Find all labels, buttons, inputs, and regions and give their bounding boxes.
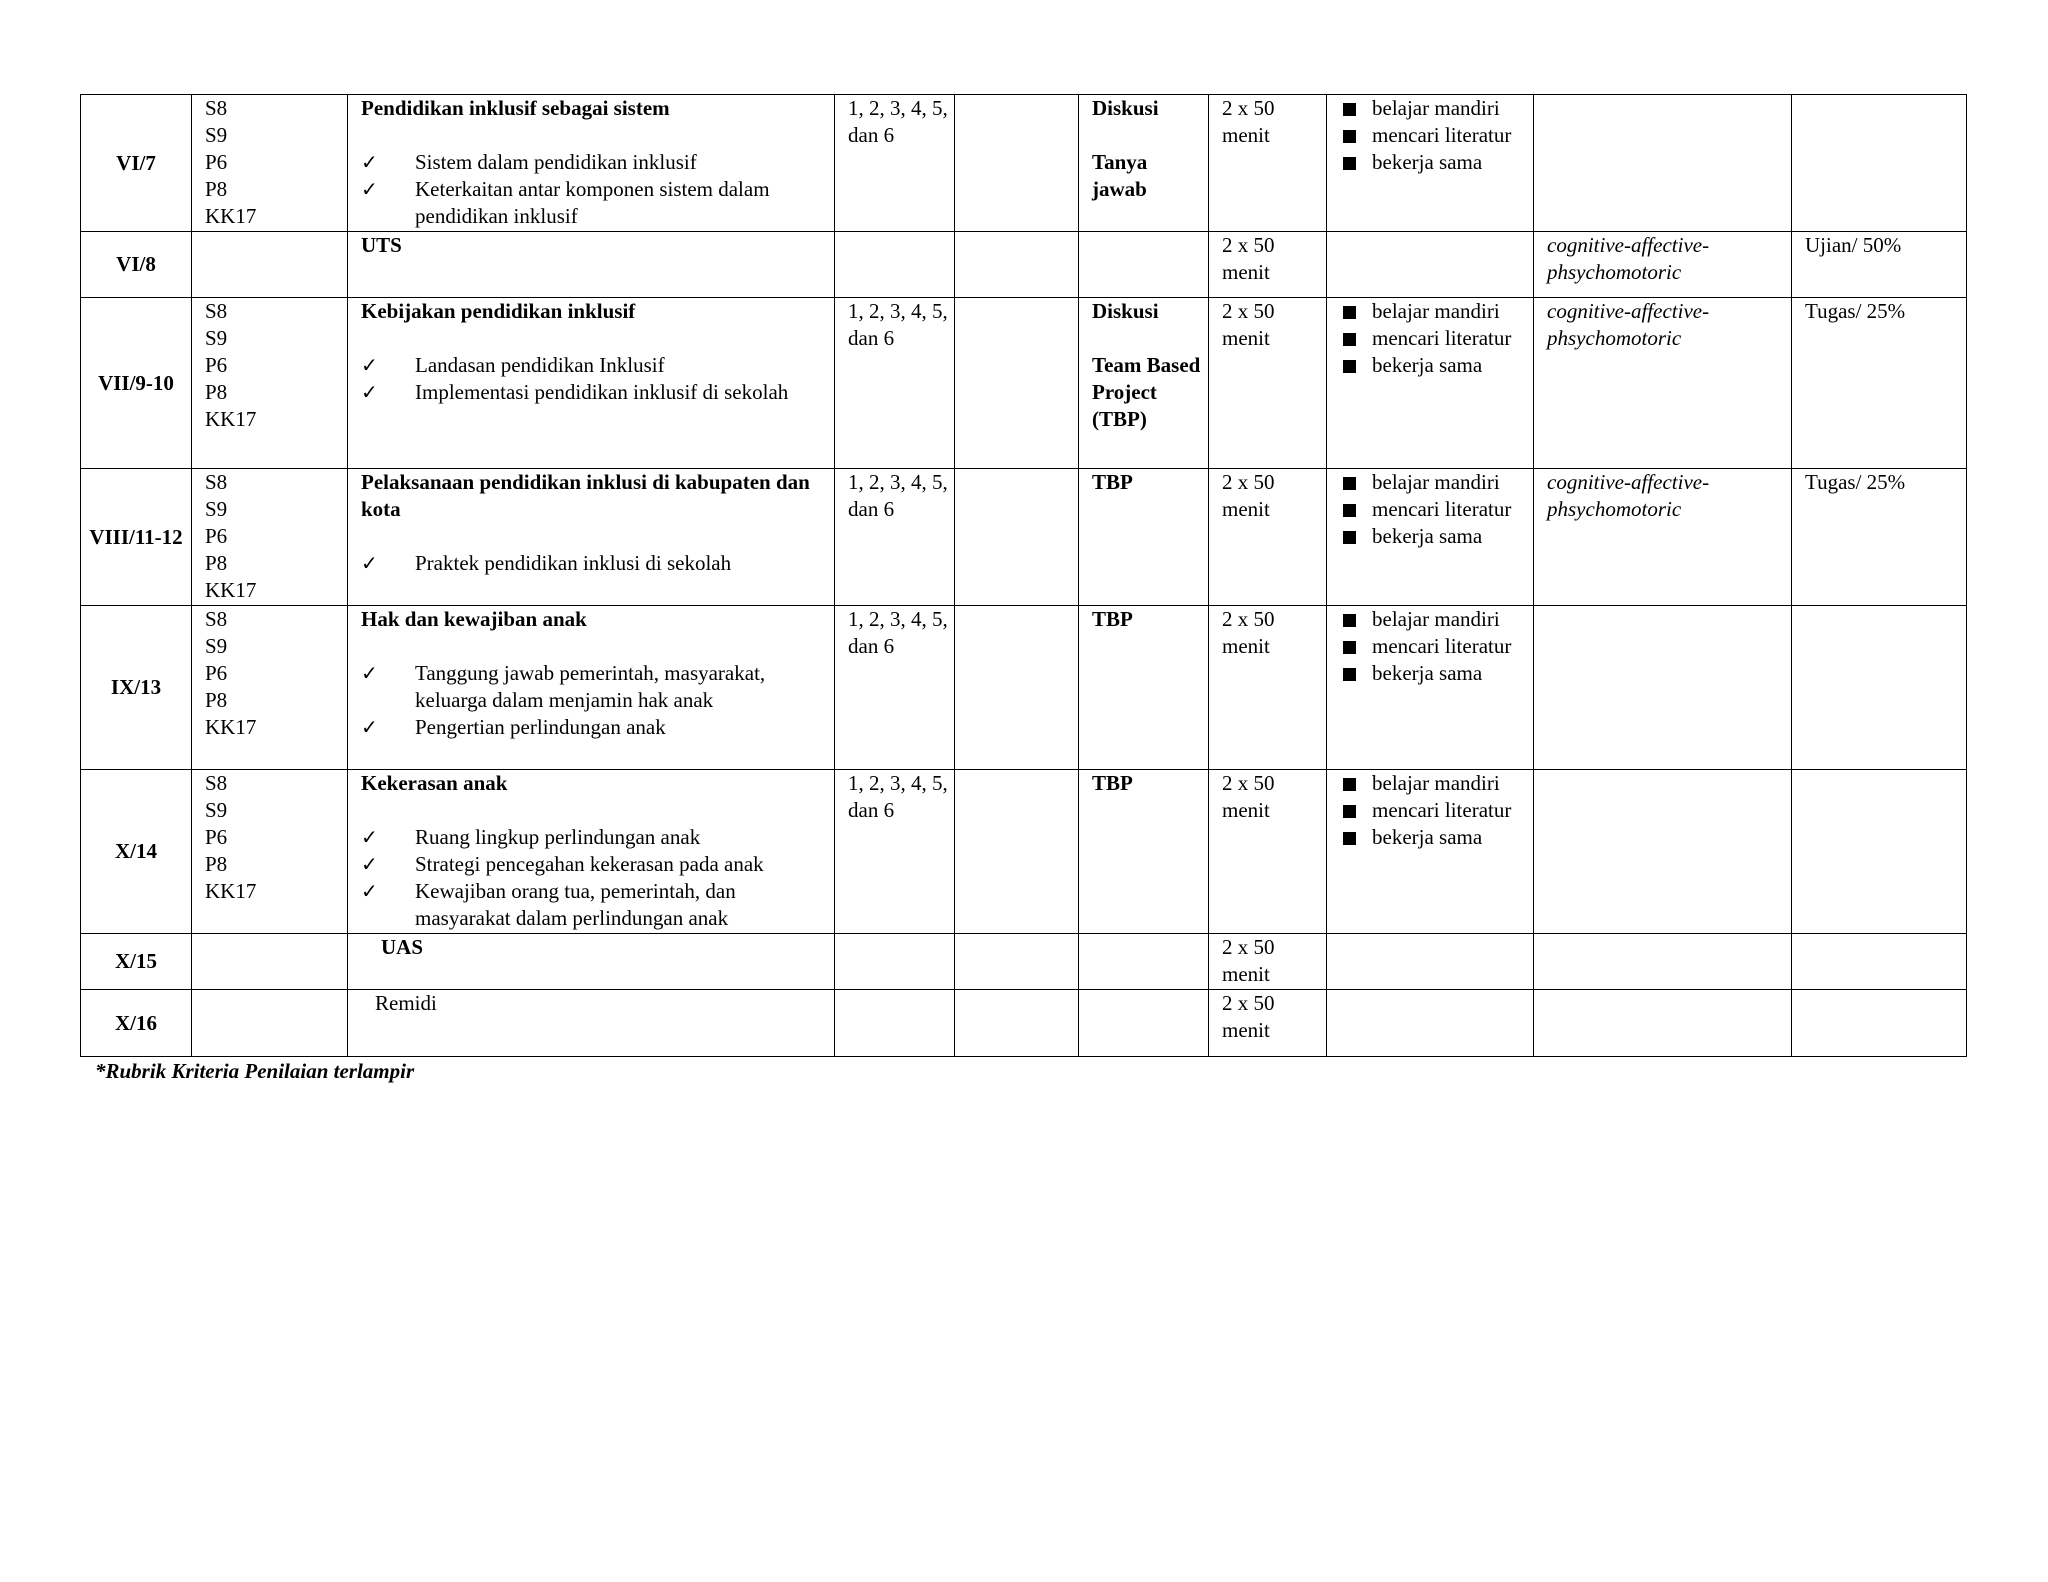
subtopic-item: ✓ Ruang lingkup perlindungan anak xyxy=(361,824,828,851)
time-cell: 2 x 50 menit xyxy=(1209,95,1327,232)
activity-item: mencari literatur xyxy=(1340,122,1527,149)
competency-code: KK17 xyxy=(205,879,257,903)
subtopic-item: ✓ Implementasi pendidikan inklusif di sekolah xyxy=(361,379,828,406)
time-cell: 2 x 50 menit xyxy=(1209,298,1327,469)
reference-cell: 1, 2, 3, 4, 5, dan 6 xyxy=(835,298,955,469)
topic-spacer xyxy=(361,122,828,149)
table-row xyxy=(81,990,1967,1057)
blank-cell xyxy=(955,298,1079,469)
week-cell: X/15 xyxy=(81,934,192,990)
topic-title: UTS xyxy=(361,233,402,257)
reference-cell: 1, 2, 3, 4, 5, dan 6 xyxy=(835,606,955,770)
method-line xyxy=(1092,122,1202,149)
activities-cell xyxy=(1327,934,1534,990)
activity-item: belajar mandiri xyxy=(1340,469,1527,496)
week-cell: VI/8 xyxy=(81,232,192,298)
competency-code: KK17 xyxy=(205,715,257,739)
activity-item: bekerja sama xyxy=(1340,523,1527,550)
competency-code: P6 xyxy=(205,661,228,685)
subtopic-list xyxy=(361,660,828,741)
assessment-cell: Tugas/ 25% xyxy=(1792,469,1967,606)
competency-codes-cell xyxy=(192,770,348,934)
topic-title: Remidi xyxy=(375,991,437,1015)
competency-codes-cell xyxy=(192,95,348,232)
assessment-cell xyxy=(1792,95,1967,232)
competency-code: P8 xyxy=(205,688,228,712)
method-line: TBP xyxy=(1092,607,1133,631)
subtopic-list xyxy=(361,352,828,406)
assessment-cell xyxy=(1792,990,1967,1057)
competency-code: S9 xyxy=(205,798,228,822)
competency-code: P8 xyxy=(205,551,228,575)
lesson-plan-table xyxy=(80,94,1967,1057)
table-row xyxy=(81,934,1967,990)
method-cell xyxy=(1079,95,1209,232)
week-cell: X/14 xyxy=(81,770,192,934)
topic-spacer xyxy=(361,325,828,352)
activities-cell xyxy=(1327,770,1534,934)
topic-cell xyxy=(348,770,835,934)
table-row xyxy=(81,606,1967,770)
assessment-cell xyxy=(1792,606,1967,770)
blank-cell xyxy=(955,990,1079,1057)
competency-code: S9 xyxy=(205,123,228,147)
topic-cell xyxy=(348,469,835,606)
subtopic-item: ✓ Tanggung jawab pemerintah, masyarakat, keluarga dalam menjamin hak anak xyxy=(361,660,828,714)
method-cell xyxy=(1079,770,1209,934)
competency-code: S8 xyxy=(205,771,228,795)
topic-cell xyxy=(348,298,835,469)
subtopic-item: ✓ Strategi pencegahan kekerasan pada anak xyxy=(361,851,828,878)
competency-codes-cell xyxy=(192,232,348,298)
competency-code: P8 xyxy=(205,177,228,201)
subtopic-item: ✓ Sistem dalam pendidikan inklusif xyxy=(361,149,828,176)
blank-cell xyxy=(955,232,1079,298)
competency-code: S8 xyxy=(205,470,228,494)
table-row xyxy=(81,232,1967,298)
competency-code: S9 xyxy=(205,326,228,350)
competency-codes-cell xyxy=(192,298,348,469)
topic-title: Kekerasan anak xyxy=(361,771,508,795)
activities-cell xyxy=(1327,232,1534,298)
method-cell xyxy=(1079,469,1209,606)
reference-cell: 1, 2, 3, 4, 5, dan 6 xyxy=(835,770,955,934)
method-line xyxy=(1092,325,1202,352)
activity-item: mencari literatur xyxy=(1340,633,1527,660)
competency-code: KK17 xyxy=(205,578,257,602)
activity-list xyxy=(1340,95,1527,176)
method-line: Diskusi xyxy=(1092,96,1159,120)
activities-cell xyxy=(1327,95,1534,232)
reference-cell xyxy=(835,990,955,1057)
blank-cell xyxy=(955,606,1079,770)
competency-code: S9 xyxy=(205,634,228,658)
topic-title: Hak dan kewajiban anak xyxy=(361,607,587,631)
method-cell xyxy=(1079,298,1209,469)
time-cell: 2 x 50 menit xyxy=(1209,232,1327,298)
reference-cell xyxy=(835,232,955,298)
method-cell xyxy=(1079,606,1209,770)
activity-item: belajar mandiri xyxy=(1340,770,1527,797)
criteria-cell xyxy=(1534,770,1792,934)
competency-code: KK17 xyxy=(205,204,257,228)
method-line: Diskusi xyxy=(1092,299,1159,323)
criteria-cell: cognitive-affective-phsychomotoric xyxy=(1534,298,1792,469)
topic-title: Pelaksanaan pendidikan inklusi di kabupaten dan kota xyxy=(361,470,810,521)
activity-item: mencari literatur xyxy=(1340,797,1527,824)
activity-item: bekerja sama xyxy=(1340,660,1527,687)
topic-title: Kebijakan pendidikan inklusif xyxy=(361,299,636,323)
topic-title: UAS xyxy=(381,935,424,959)
assessment-cell xyxy=(1792,770,1967,934)
activity-item: mencari literatur xyxy=(1340,496,1527,523)
topic-cell xyxy=(348,934,835,990)
competency-code: S8 xyxy=(205,96,228,120)
topic-cell xyxy=(348,232,835,298)
table-row xyxy=(81,298,1967,469)
subtopic-item: ✓ Landasan pendidikan Inklusif xyxy=(361,352,828,379)
activities-cell xyxy=(1327,469,1534,606)
topic-cell xyxy=(348,606,835,770)
subtopic-item: ✓ Kewajiban orang tua, pemerintah, dan masyarakat dalam perlindungan anak xyxy=(361,878,828,932)
competency-code: S8 xyxy=(205,299,228,323)
competency-codes-cell xyxy=(192,990,348,1057)
week-cell: VIII/11-12 xyxy=(81,469,192,606)
reference-cell xyxy=(835,934,955,990)
topic-title: Pendidikan inklusif sebagai sistem xyxy=(361,96,670,120)
activity-item: bekerja sama xyxy=(1340,824,1527,851)
activity-list xyxy=(1340,606,1527,687)
competency-code: S8 xyxy=(205,607,228,631)
activity-item: bekerja sama xyxy=(1340,352,1527,379)
week-cell: VII/9-10 xyxy=(81,298,192,469)
competency-code: P6 xyxy=(205,150,228,174)
time-cell: 2 x 50 menit xyxy=(1209,606,1327,770)
time-cell: 2 x 50 menit xyxy=(1209,469,1327,606)
activity-item: belajar mandiri xyxy=(1340,95,1527,122)
time-cell: 2 x 50 menit xyxy=(1209,990,1327,1057)
subtopic-item: ✓ Keterkaitan antar komponen sistem dalam pendidikan inklusif xyxy=(361,176,828,230)
method-line: Tanya jawab xyxy=(1092,150,1148,201)
activity-item: belajar mandiri xyxy=(1340,298,1527,325)
method-cell xyxy=(1079,934,1209,990)
blank-cell xyxy=(955,469,1079,606)
time-cell: 2 x 50 menit xyxy=(1209,770,1327,934)
activity-item: belajar mandiri xyxy=(1340,606,1527,633)
competency-code: P6 xyxy=(205,353,228,377)
table-row xyxy=(81,469,1967,606)
topic-cell xyxy=(348,95,835,232)
assessment-cell: Ujian/ 50% xyxy=(1792,232,1967,298)
method-line: TBP xyxy=(1092,470,1133,494)
criteria-cell xyxy=(1534,990,1792,1057)
criteria-cell xyxy=(1534,95,1792,232)
competency-codes-cell xyxy=(192,934,348,990)
competency-codes-cell xyxy=(192,469,348,606)
competency-code: P8 xyxy=(205,380,228,404)
topic-cell xyxy=(348,990,835,1057)
activities-cell xyxy=(1327,990,1534,1057)
competency-codes-cell xyxy=(192,606,348,770)
topic-spacer xyxy=(361,633,828,660)
criteria-cell xyxy=(1534,606,1792,770)
footnote: *Rubrik Kriteria Penilaian terlampir xyxy=(95,1059,415,1083)
criteria-cell: cognitive-affective-phsychomotoric xyxy=(1534,469,1792,606)
blank-cell xyxy=(955,95,1079,232)
week-cell: VI/7 xyxy=(81,95,192,232)
assessment-cell xyxy=(1792,934,1967,990)
reference-cell: 1, 2, 3, 4, 5, dan 6 xyxy=(835,469,955,606)
subtopic-list xyxy=(361,550,828,577)
week-cell: X/16 xyxy=(81,990,192,1057)
blank-cell xyxy=(955,770,1079,934)
activity-list xyxy=(1340,770,1527,851)
criteria-cell xyxy=(1534,934,1792,990)
subtopic-list xyxy=(361,824,828,932)
subtopic-item: ✓ Pengertian perlindungan anak xyxy=(361,714,828,741)
method-cell xyxy=(1079,232,1209,298)
method-line: Team Based Project (TBP) xyxy=(1092,353,1201,431)
time-cell: 2 x 50 menit xyxy=(1209,934,1327,990)
subtopic-item: ✓ Praktek pendidikan inklusi di sekolah xyxy=(361,550,828,577)
competency-code: P6 xyxy=(205,825,228,849)
blank-cell xyxy=(955,934,1079,990)
method-cell xyxy=(1079,990,1209,1057)
criteria-cell: cognitive-affective-phsychomotoric xyxy=(1534,232,1792,298)
topic-spacer xyxy=(361,797,828,824)
subtopic-list xyxy=(361,149,828,230)
activity-list xyxy=(1340,469,1527,550)
activity-item: bekerja sama xyxy=(1340,149,1527,176)
competency-code: P6 xyxy=(205,524,228,548)
table-row xyxy=(81,770,1967,934)
reference-cell: 1, 2, 3, 4, 5, dan 6 xyxy=(835,95,955,232)
activity-list xyxy=(1340,298,1527,379)
assessment-cell: Tugas/ 25% xyxy=(1792,298,1967,469)
topic-spacer xyxy=(361,523,828,550)
competency-code: P8 xyxy=(205,852,228,876)
activities-cell xyxy=(1327,606,1534,770)
activities-cell xyxy=(1327,298,1534,469)
competency-code: S9 xyxy=(205,497,228,521)
method-line: TBP xyxy=(1092,771,1133,795)
week-cell: IX/13 xyxy=(81,606,192,770)
competency-code: KK17 xyxy=(205,407,257,431)
activity-item: mencari literatur xyxy=(1340,325,1527,352)
table-row xyxy=(81,95,1967,232)
